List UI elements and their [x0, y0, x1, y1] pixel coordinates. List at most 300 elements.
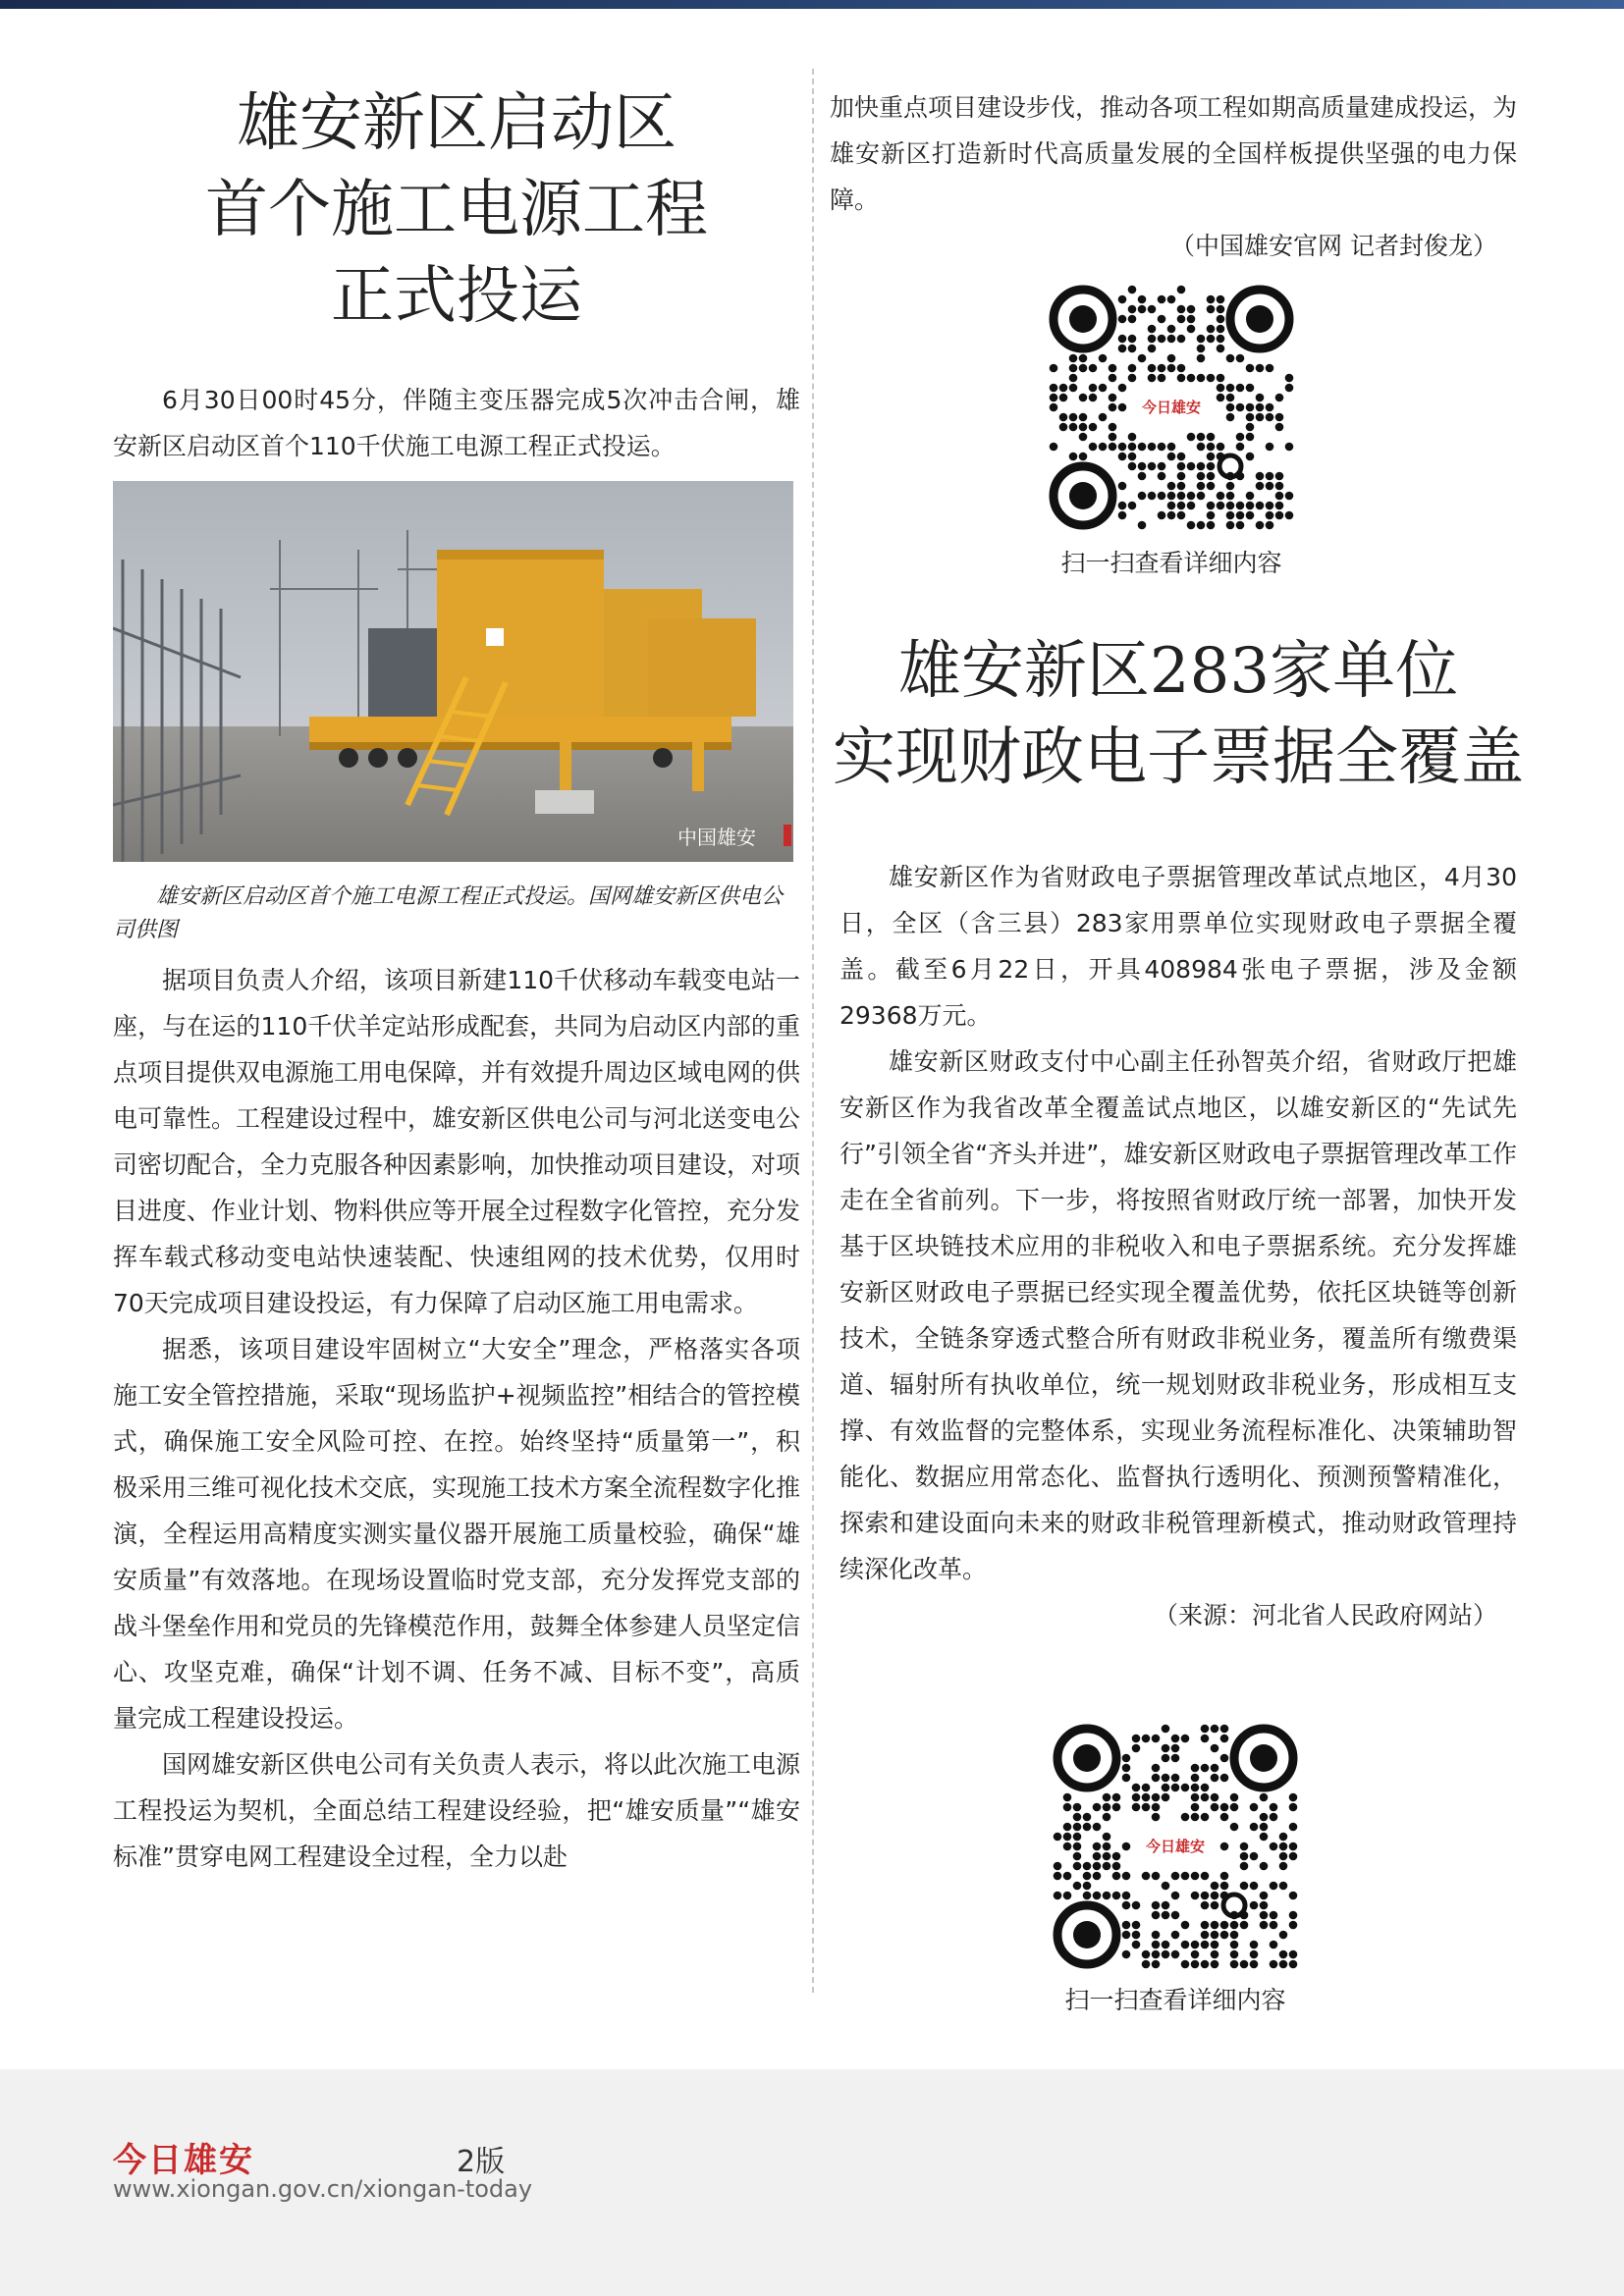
qr-module — [1158, 295, 1166, 304]
qr-module — [1177, 335, 1186, 344]
qr-module — [1167, 295, 1176, 304]
qr-module — [1197, 492, 1206, 501]
qr-module — [1220, 1725, 1229, 1734]
qr-module — [1260, 1892, 1269, 1900]
qr-module — [1148, 364, 1157, 373]
qr-module — [1063, 1823, 1072, 1832]
qr-module — [1246, 492, 1255, 501]
qr-module — [1148, 374, 1157, 383]
qr-module — [1152, 1911, 1161, 1920]
qr-module — [1191, 1872, 1200, 1881]
qr-module — [1122, 1901, 1131, 1910]
qr-module — [1181, 1872, 1190, 1881]
qr-module — [1279, 1931, 1288, 1940]
qr-module — [1217, 345, 1225, 353]
qr-module — [1256, 413, 1265, 422]
qr-module — [1118, 403, 1127, 412]
qr-module — [1201, 1725, 1210, 1734]
qr-module — [1211, 1764, 1219, 1773]
qr-module — [1118, 384, 1127, 393]
qr-module — [1230, 1823, 1239, 1832]
qr-module — [1142, 1872, 1151, 1881]
qr-module — [1240, 1921, 1249, 1930]
qr-module — [1073, 1852, 1082, 1861]
qr-module — [1270, 1813, 1278, 1822]
qr-module — [1128, 443, 1137, 452]
qr-module — [1181, 1941, 1190, 1949]
qr-module — [1220, 1921, 1229, 1930]
photo-watermark: 中国雄安 — [677, 826, 756, 849]
qr-module — [1152, 1813, 1161, 1822]
article2-title — [825, 628, 1532, 801]
qr-module — [1256, 394, 1265, 402]
qr-module — [1207, 305, 1216, 314]
qr-module — [1207, 482, 1216, 491]
qr-module — [1171, 1872, 1180, 1881]
qr-module — [1177, 462, 1186, 471]
qr-module — [1118, 511, 1127, 520]
qr-module — [1275, 492, 1284, 501]
qr-module — [1167, 335, 1176, 344]
qr-module — [1256, 364, 1265, 373]
qr-module — [1250, 1950, 1259, 1959]
qr-module — [1289, 1892, 1298, 1900]
qr-code-article1[interactable] — [1049, 285, 1294, 530]
qr-module — [1093, 1872, 1102, 1881]
article2-title-line: 实现财政电子票据全覆盖 — [833, 721, 1524, 794]
qr-module — [1266, 502, 1274, 510]
qr-finder-dot — [1073, 1921, 1101, 1949]
qr-module — [1089, 423, 1098, 432]
qr-module — [1128, 335, 1137, 344]
qr-module — [1073, 1803, 1082, 1812]
qr-module — [1260, 1813, 1269, 1822]
qr-module — [1138, 305, 1147, 314]
qr-module — [1079, 413, 1088, 422]
qr-module — [1207, 295, 1216, 304]
qr-module — [1089, 394, 1098, 402]
qr-module — [1167, 443, 1176, 452]
qr-module — [1266, 443, 1274, 452]
qr-module — [1152, 1735, 1161, 1743]
qr-module — [1220, 1872, 1229, 1881]
qr-module — [1103, 1833, 1111, 1842]
qr-module — [1118, 295, 1127, 304]
qr-module — [1103, 1813, 1111, 1822]
qr-module — [1177, 286, 1186, 294]
qr-module — [1207, 335, 1216, 344]
qr-module — [1220, 1842, 1229, 1851]
qr-module — [1240, 1862, 1249, 1871]
qr-module — [1226, 511, 1235, 520]
article1-continuation — [830, 84, 1517, 269]
qr-module — [1177, 482, 1186, 491]
qr-module — [1250, 1852, 1259, 1861]
qr-module — [1063, 1803, 1072, 1812]
qr-module — [1230, 1921, 1239, 1930]
qr-module — [1059, 413, 1068, 422]
qr-module — [1201, 1813, 1210, 1822]
qr-module — [1217, 502, 1225, 510]
article1-paragraph: 据悉，该项目建设牢固树立“大安全”理念，严格落实各项施工安全管控措施，采取“现场监护+视频监控”相结合的管控模式，确保施工安全风险可控、在控。始终坚持“质量第一”，积极采用三维可视化技术交底，实现施工技术方案全流程数字化推演，全程运用高精度实测实量仪器开展施工质量校验，确保“雄安质量”有效落地。在现场设置临时党支部，充分发挥党支部的战斗堡垒作用和党员的先锋模范作用，鼓舞全体参建人员坚定信心、攻坚克难，确保“计划不调、任务不减、目标不变”，高质量完成工程建设投运。 — [113, 1335, 801, 1733]
qr-module — [1128, 453, 1137, 461]
qr-module — [1128, 433, 1137, 442]
qr-module — [1128, 315, 1137, 324]
photo-caption: 雄安新区启动区首个施工电源工程正式投运。国网雄安新区供电公司供图 — [113, 884, 784, 942]
qr-module — [1138, 443, 1147, 452]
qr-module — [1240, 1852, 1249, 1861]
qr-module — [1220, 1813, 1229, 1822]
qr-module — [1217, 335, 1225, 344]
article1-source: （中国雄安官网 记者封俊龙） — [1170, 232, 1497, 260]
qr-module — [1118, 453, 1127, 461]
qr-module — [1079, 394, 1088, 402]
qr-module — [1201, 1960, 1210, 1969]
qr-module — [1211, 1960, 1219, 1969]
qr-module — [1093, 1842, 1102, 1851]
qr-module — [1089, 364, 1098, 373]
qr-module — [1069, 384, 1078, 393]
qr-module — [1122, 1754, 1131, 1763]
qr-module — [1063, 1872, 1072, 1881]
qr-code-article2[interactable] — [1053, 1724, 1298, 1969]
qr-module — [1197, 443, 1206, 452]
qr-module — [1207, 325, 1216, 334]
qr-module — [1079, 453, 1088, 461]
qr-module — [1217, 325, 1225, 334]
article1-title — [113, 80, 800, 340]
qr-module — [1211, 1803, 1219, 1812]
qr-module — [1226, 492, 1235, 501]
qr-module — [1079, 423, 1088, 432]
qr-module — [1285, 374, 1294, 383]
qr-module — [1152, 1774, 1161, 1783]
qr-module — [1050, 364, 1058, 373]
qr-module — [1118, 335, 1127, 344]
qr-module — [1240, 1960, 1249, 1969]
qr-module — [1250, 1960, 1259, 1969]
qr-module — [1069, 423, 1078, 432]
qr-module — [1148, 462, 1157, 471]
qr-module — [1240, 1842, 1249, 1851]
qr-module — [1109, 403, 1117, 412]
qr-module — [1118, 345, 1127, 353]
qr-module — [1122, 1950, 1131, 1959]
qr-module — [1171, 1774, 1180, 1783]
qr-module — [1177, 305, 1186, 314]
qr-module — [1083, 1823, 1092, 1832]
qr-module — [1069, 413, 1078, 422]
qr-module — [1162, 1950, 1170, 1959]
qr-module — [1177, 472, 1186, 481]
qr-module — [1236, 403, 1245, 412]
qr-center-logo: 今日雄安 — [1136, 1830, 1215, 1863]
qr-module — [1158, 443, 1166, 452]
qr-module — [1079, 354, 1088, 363]
qr-module — [1279, 1833, 1288, 1842]
qr-module — [1240, 1882, 1249, 1891]
qr-module — [1132, 1784, 1141, 1792]
qr-module — [1112, 1862, 1121, 1871]
qr-module — [1148, 335, 1157, 344]
qr-module — [1122, 1774, 1131, 1783]
qr-module — [1148, 305, 1157, 314]
qr-module — [1171, 1754, 1180, 1763]
qr-module — [1266, 511, 1274, 520]
qr-module — [1148, 325, 1157, 334]
qr-module — [1109, 364, 1117, 373]
qr-module — [1089, 443, 1098, 452]
qr-module — [1256, 472, 1265, 481]
article1-lead — [113, 377, 800, 469]
qr-module — [1059, 384, 1068, 393]
qr-module — [1158, 315, 1166, 324]
qr-module — [1201, 1931, 1210, 1940]
qr-module — [1260, 1862, 1269, 1871]
qr-module — [1270, 1842, 1278, 1851]
qr-module — [1207, 443, 1216, 452]
qr-module — [1191, 1803, 1200, 1812]
qr-module — [1162, 1793, 1170, 1802]
qr-module — [1073, 1823, 1082, 1832]
qr-module — [1109, 394, 1117, 402]
qr-module — [1128, 462, 1137, 471]
qr-module — [1191, 1892, 1200, 1900]
qr-module — [1211, 1882, 1219, 1891]
qr-module — [1289, 1911, 1298, 1920]
qr-module — [1083, 1862, 1092, 1871]
qr-module — [1226, 403, 1235, 412]
qr-module — [1197, 472, 1206, 481]
qr-module — [1083, 1882, 1092, 1891]
qr-module — [1093, 1862, 1102, 1871]
qr-module — [1132, 1793, 1141, 1802]
qr-module — [1207, 462, 1216, 471]
qr-module — [1230, 1941, 1239, 1949]
qr-center-logo: 今日雄安 — [1132, 391, 1211, 424]
qr-module — [1187, 305, 1196, 314]
qr-module — [1112, 1872, 1121, 1881]
qr-module — [1181, 1921, 1190, 1930]
article2-paragraph: 雄安新区财政支付中心副主任孙智英介绍，省财政厅把雄安新区作为我省改革全覆盖试点地区，以雄安新区的“先试先行”引领全省“齐头并进”，雄安新区财政电子票据管理改革工作走在全省前列。下一步，将按照省财政厅统一部署，加快开发基于区块链技术应用的非税收入和电子票据系统。充分发挥雄安新区财政电子票据已经实现全覆盖优势，依托区块链等创新技术，全链条穿透式整合所有财政非税业务，覆盖所有缴费渠道、辐射所有执收单位，统一规划财政非税业务，形成相互支撑、有效监督的完整体系，实现业务流程标准化、决策辅助智能化、数据应用常态化、监督执行透明化、预测预警精准化，探索和建设面向未来的财政非税管理新模式，推动财政管理持续深化改革。 — [839, 1047, 1517, 1583]
qr-module — [1246, 384, 1255, 393]
qr-module — [1289, 1842, 1298, 1851]
qr-module — [1093, 1803, 1102, 1812]
qr-module — [1109, 374, 1117, 383]
qr-module — [1207, 521, 1216, 530]
qr-module — [1275, 511, 1284, 520]
article1-title-line: 首个施工电源工程 — [205, 174, 708, 246]
qr-module — [1054, 1892, 1062, 1900]
qr-module — [1226, 482, 1235, 491]
qr-module — [1118, 443, 1127, 452]
article1-continuation-paragraph: 加快重点项目建设步伐，推动各项工程如期高质量建成投运，为雄安新区打造新时代高质量发展的全国样板提供坚强的电力保障。 — [830, 93, 1518, 214]
qr-module — [1158, 492, 1166, 501]
qr-module — [1211, 1950, 1219, 1959]
qr-module — [1177, 364, 1186, 373]
qr-module — [1217, 315, 1225, 324]
qr-module — [1275, 482, 1284, 491]
qr-module — [1171, 1784, 1180, 1792]
qr-module — [1177, 502, 1186, 510]
qr-module — [1050, 443, 1058, 452]
qr-module — [1275, 423, 1284, 432]
qr-module — [1285, 492, 1294, 501]
qr-module — [1059, 423, 1068, 432]
qr-module — [1207, 511, 1216, 520]
qr-module — [1256, 502, 1265, 510]
qr-module — [1132, 1941, 1141, 1949]
qr-module — [1285, 384, 1294, 393]
qr-module — [1128, 286, 1137, 294]
qr-module — [1103, 1793, 1111, 1802]
qr-module — [1050, 403, 1058, 412]
qr-module — [1266, 364, 1274, 373]
qr-module — [1050, 394, 1058, 402]
qr-module — [1109, 423, 1117, 432]
qr-module — [1063, 1833, 1072, 1842]
qr-module — [1118, 482, 1127, 491]
qr-module — [1246, 453, 1255, 461]
qr-module — [1246, 502, 1255, 510]
qr-label-article2: 扫一扫查看详细内容 — [1064, 1986, 1286, 2014]
qr-module — [1217, 443, 1225, 452]
qr-module — [1211, 1793, 1219, 1802]
qr-module — [1220, 1735, 1229, 1743]
qr-module — [1083, 1813, 1092, 1822]
qr-module — [1197, 374, 1206, 383]
qr-module — [1093, 1892, 1102, 1900]
qr-module — [1217, 394, 1225, 402]
qr-module — [1226, 384, 1235, 393]
qr-module — [1289, 1793, 1298, 1802]
qr-module — [1162, 1784, 1170, 1792]
qr-module — [1207, 433, 1216, 442]
qr-module — [1256, 521, 1265, 530]
qr-module — [1152, 1764, 1161, 1773]
qr-module — [1132, 1921, 1141, 1930]
qr-module — [1289, 1852, 1298, 1861]
qr-module — [1236, 354, 1245, 363]
qr-module — [1191, 1774, 1200, 1783]
qr-module — [1142, 1793, 1151, 1802]
qr-module — [1059, 394, 1068, 402]
qr-module — [1054, 1862, 1062, 1871]
qr-module — [1152, 1960, 1161, 1969]
qr-module — [1162, 1901, 1170, 1910]
qr-module — [1122, 1921, 1131, 1930]
qr-module — [1230, 1803, 1239, 1812]
qr-module — [1270, 1960, 1278, 1969]
qr-module — [1220, 1803, 1229, 1812]
qr-finder-dot — [1069, 305, 1097, 333]
qr-module — [1122, 1931, 1131, 1940]
qr-module — [1197, 482, 1206, 491]
qr-module — [1197, 345, 1206, 353]
qr-module — [1142, 1960, 1151, 1969]
qr-module — [1167, 354, 1176, 363]
qr-module — [1112, 1852, 1121, 1861]
qr-module — [1279, 1852, 1288, 1861]
qr-module — [1099, 413, 1108, 422]
qr-module — [1270, 1911, 1278, 1920]
qr-module — [1171, 1931, 1180, 1940]
qr-module — [1152, 1803, 1161, 1812]
qr-module — [1171, 1950, 1180, 1959]
qr-module — [1099, 384, 1108, 393]
qr-module — [1099, 443, 1108, 452]
qr-module — [1187, 325, 1196, 334]
qr-module — [1171, 1735, 1180, 1743]
qr-module — [1256, 403, 1265, 412]
qr-module — [1285, 511, 1294, 520]
article1-paragraph: 据项目负责人介绍，该项目新建110千伏移动车载变电站一座，与在运的110千伏羊定站形成配套，共同为启动区内部的重点项目提供双电源施工用电保障，并有效提升周边区域电网的供电可靠性。工程建设过程中，雄安新区供电公司与河北送变电公司密切配合，全力克服各种因素影响，加快推动项目建设，对项目进度、作业计划、物料供应等开展全过程数字化管控，充分发挥车载式移动变电站快速装配、快速组网的技术优势，仅用时70天完成项目建设投运，有力保障了启动区施工用电需求。 — [113, 966, 801, 1317]
qr-module — [1270, 1921, 1278, 1930]
qr-module — [1207, 502, 1216, 510]
qr-module — [1289, 1803, 1298, 1812]
qr-module — [1187, 433, 1196, 442]
qr-module — [1138, 521, 1147, 530]
qr-module — [1148, 443, 1157, 452]
qr-module — [1177, 492, 1186, 501]
article2-paragraph: 雄安新区作为省财政电子票据管理改革试点地区，4月30日，全区（含三县）283家用票单位实现财政电子票据全覆盖。截至6月22日，开具408984张电子票据，涉及金额29368万元。 — [839, 863, 1517, 1030]
qr-module — [1236, 384, 1245, 393]
qr-module — [1217, 384, 1225, 393]
qr-module — [1128, 364, 1137, 373]
qr-module — [1256, 482, 1265, 491]
qr-module — [1128, 345, 1137, 353]
qr-module — [1118, 502, 1127, 510]
qr-module — [1132, 1931, 1141, 1940]
qr-module — [1181, 1813, 1190, 1822]
qr-module — [1270, 1882, 1278, 1891]
qr-module — [1191, 1813, 1200, 1822]
qr-module — [1073, 1833, 1082, 1842]
qr-module — [1177, 315, 1186, 324]
qr-module — [1152, 1793, 1161, 1802]
qr-module — [1109, 443, 1117, 452]
site-url[interactable]: www.xiongan.gov.cn/xiongan-today — [113, 2175, 533, 2203]
qr-module — [1201, 1892, 1210, 1900]
qr-module — [1054, 1872, 1062, 1881]
qr-module — [1054, 1833, 1062, 1842]
article1-title-line: 正式投运 — [331, 260, 582, 333]
substation-photo — [113, 481, 793, 862]
qr-module — [1181, 1784, 1190, 1792]
qr-module — [1167, 482, 1176, 491]
qr-module — [1112, 1892, 1121, 1900]
qr-module — [1132, 1803, 1141, 1812]
qr-module — [1079, 433, 1088, 442]
qr-module — [1089, 384, 1098, 393]
qr-module — [1250, 1901, 1259, 1910]
qr-module — [1207, 453, 1216, 461]
qr-module — [1236, 443, 1245, 452]
qr-module — [1275, 472, 1284, 481]
qr-module — [1132, 1735, 1141, 1743]
qr-module — [1230, 1960, 1239, 1969]
qr-module — [1158, 462, 1166, 471]
qr-module — [1083, 1892, 1092, 1900]
qr-module — [1211, 1892, 1219, 1900]
qr-module — [1279, 1882, 1288, 1891]
qr-module — [1073, 1813, 1082, 1822]
qr-module — [1063, 1842, 1072, 1851]
qr-module — [1177, 511, 1186, 520]
qr-module — [1063, 1892, 1072, 1900]
qr-module — [1171, 1744, 1180, 1753]
qr-module — [1162, 1882, 1170, 1891]
